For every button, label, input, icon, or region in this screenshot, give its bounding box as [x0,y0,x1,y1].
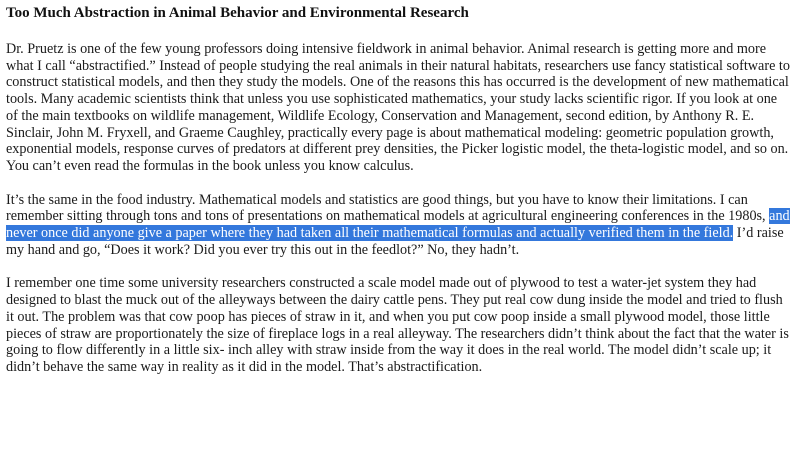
article-title: Too Much Abstraction in Animal Behavior and Environmental Research [6,5,469,21]
paragraph-2 [6,192,792,259]
document-page [6,0,792,376]
paragraph-2-text-after: I’d raise my hand and go, “Does it work? Did you ever try this out in the feedlot?” No, they hadn’t. [6,225,784,258]
paragraph-3-text: I remember one time some university researchers constructed a scale model made out of plywood to test a water-jet system they had designed to blast the muck out of the alleyways between the dairy cattle pens. They put real cow dung inside the model and tried to flush it out. The problem was that cow poop has pieces of straw in it, and when you put cow poop inside a small plywood model, those little pieces of straw are proportionately the size of fireplace logs in a real alleyway. The researchers didn’t think about the fact that the water is going to flow differently in a little six- inch alley with straw inside from the way it does in the real world. The model didn’t scale up; it didn’t behave the same way in reality as it did in the model. That’s abstractification. [6,275,789,375]
paragraph-1 [6,41,792,175]
paragraph-2-text-before: It’s the same in the food industry. Mathematical models and statistics are good things, but you have to know their limitations. I can remember sitting through tons and tons of presentations on mathematical models at agricultural engineering conferences in the 1980s, [6,191,770,225]
selected-text-highlight[interactable]: and never once did anyone give a paper where they had taken all their mathematical formulas and actually verified them in the field. [6,208,790,242]
paragraph-1-text: Dr. Pruetz is one of the few young professors doing intensive fieldwork in animal behavior. Animal research is getting more and more what I call “abstractified.” Instead of people studying the real animals in their natural habitats, researchers use fancy statistical software to construct statistical models, and then they study the models. One of the reasons this has occurred is the development of new mathematical tools. Many academic scientists think that unless you use sophisticated mathematics, your study lacks scientific rigor. If you look at one of the main textbooks on wildlife management, Wildlife Ecology, Conservation and Management, second edition, by Anthony R. E. Sinclair, John M. Fryxell, and Graeme Caughley, practically every page is about mathematical modeling: geometric population growth, exponential models, response curves of predators at different prey densities, the Picker logistic model, the theta-logistic model, and so on. You can’t even read the formulas in the book unless you know calculus. [6,41,790,174]
paragraph-3 [6,275,792,375]
